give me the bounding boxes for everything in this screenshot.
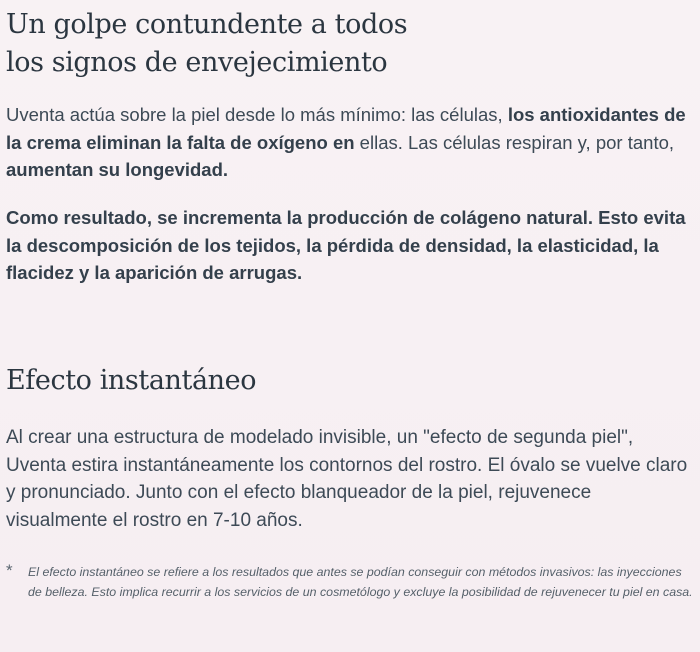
main-heading-line-1: Un golpe contundente a todos [6,9,408,40]
main-heading [6,6,407,82]
effect-heading: Efecto instantáneo [6,365,257,396]
main-heading-line-2: los signos de envejecimiento [6,47,388,78]
intro-text-1: Uventa actúa sobre la piel desde lo más mínimo: las células, [6,104,508,125]
footnote [6,562,696,602]
effect-paragraph: Al crear una estructura de modelado invisible, un "efecto de segunda piel", Uventa estira instantáneamente los contornos del rostro. El óvalo se vuelve claro y pronunciado. Junto con el efecto blanqueador de la piel, rejuvenece visualmente el rostro en 7-10 años. [6,427,688,531]
intro-bold-1: los antioxidantes de la crema eliminan la falta de oxígeno en [6,104,686,153]
intro-text-2: ellas. Las células respiran y, por tanto, [354,131,675,153]
intro-paragraph [6,101,694,184]
footnote-text: El efecto instantáneo se refiere a los resultados que antes se podían conseguir con métodos invasivos: las inyecciones de belleza. Esto implica recurrir a los servicios de un cosmetólogo y excluye la posibilidad de rejuvenecer tu piel en casa. [28,565,693,599]
result-paragraph: Como resultado, se incrementa la producción de colágeno natural. Esto evita la descomposición de los tejidos, la pérdida de densidad, la elasticidad, la flacidez y la aparición de arrugas. [6,207,686,283]
intro-bold-2: aumentan su longevidad. [6,159,229,180]
asterisk-icon: * [6,561,13,580]
